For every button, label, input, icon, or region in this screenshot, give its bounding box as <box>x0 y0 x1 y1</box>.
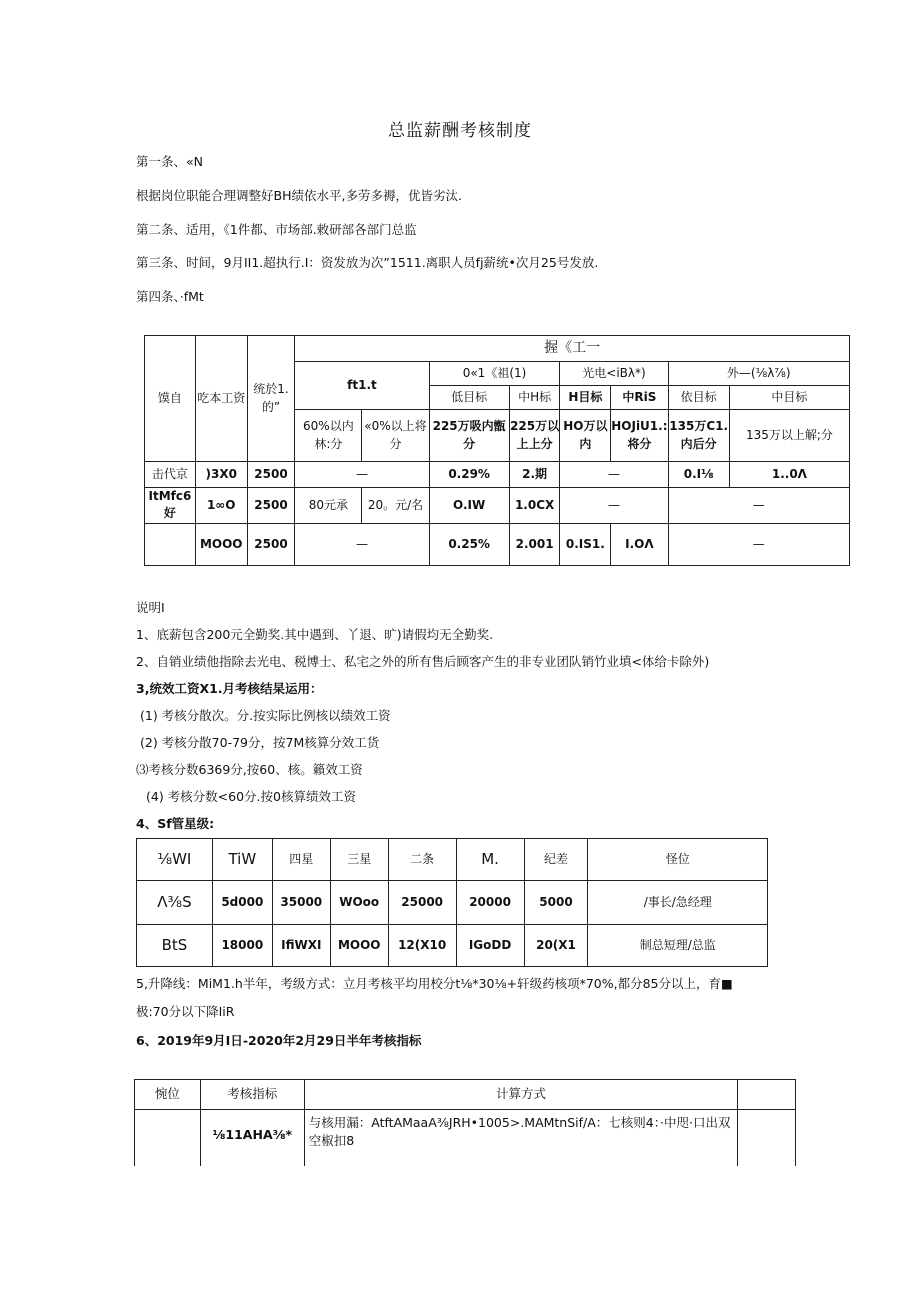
table-row <box>145 488 850 524</box>
cell: 25000 <box>388 881 456 925</box>
sub-5: HO万以内 <box>560 410 611 462</box>
cell-base: 1∞O <box>195 488 247 524</box>
note-2: 2、自销业绩他指除去光电、税博士、私宅之外的所有售后顾客产生的非专业团队销竹业填<体给卡除外) <box>136 654 710 669</box>
header-group4: 外—(⅛λ⅞) <box>668 362 849 386</box>
cell-c2: 0.29% <box>429 462 509 488</box>
header-low-target: 低目标 <box>429 386 509 410</box>
cell-c6: — <box>668 523 849 565</box>
note-3-4: (4) 考核分数<60分.按0核算绩效工资 <box>146 789 356 804</box>
cell-c6: — <box>668 488 849 524</box>
sub-3: 225万吸内甑分 <box>429 410 509 462</box>
cell: 20000 <box>456 881 524 925</box>
note-3: 3,统效工资X1.月考核结杲运用： <box>136 681 323 696</box>
article-1: 第一条、«N <box>136 154 203 169</box>
header-ris: 中RiS <box>611 386 668 410</box>
sub-4: 225万以上上分 <box>509 410 560 462</box>
cell-calc: 与核用漏：AtftAMaaA⅜JRH•1005>.MAMtnSif/A：七核则4：·中咫·口出双空椒扣8 <box>304 1110 737 1170</box>
cell: Λ⅜S <box>137 881 213 925</box>
header-commission-group: 握《工一 <box>295 336 850 362</box>
cell: 20(X1 <box>524 925 588 967</box>
cell-c4: 0.IS1. <box>560 523 611 565</box>
cell-perf: 2500 <box>247 462 295 488</box>
cell-base: MOOO <box>195 523 247 565</box>
cell: 制总短理/总监 <box>588 925 768 967</box>
header-cell: ⅛WI <box>137 839 213 881</box>
cell: 35000 <box>272 881 330 925</box>
note-1: 1、底薪包含200元全勤奖.其中遇到、丫退、旷)请假均无全勤奖. <box>136 627 494 642</box>
notes-heading: 说明I <box>136 600 165 615</box>
cell-perf: 2500 <box>247 488 295 524</box>
cell-name: 击代京 <box>145 462 196 488</box>
header-low-target-4: 依目标 <box>668 386 729 410</box>
cell-c3: 2.期 <box>509 462 560 488</box>
header-cell: 三星 <box>330 839 388 881</box>
cell-c4b: I.OΛ <box>611 523 668 565</box>
star-level-table <box>136 838 768 967</box>
header-cell: M. <box>456 839 524 881</box>
cell-c5: 0.I⅛ <box>668 462 729 488</box>
article-1-body: 根据岗位职能合理调整好BH绩依水平,多劳多褥，优皆劣汰. <box>136 188 462 203</box>
note-3-1: (1) 考核分散次。分.按实际比例核以绩效工资 <box>140 708 391 723</box>
header-group3: 光电<iBλ*) <box>560 362 668 386</box>
table-row <box>137 881 768 925</box>
cell: 5d000 <box>212 881 272 925</box>
cell: 18000 <box>212 925 272 967</box>
header-cell: 纪差 <box>524 839 588 881</box>
cell: BtS <box>137 925 213 967</box>
cell-indicator: ⅛11AHA⅜* <box>200 1110 304 1170</box>
page-bottom-margin <box>0 1166 920 1301</box>
table-row <box>145 462 850 488</box>
header-cell: 二条 <box>388 839 456 881</box>
header-cell: TiW <box>212 839 272 881</box>
cell <box>135 1110 201 1170</box>
note-5-cont: 极:70分以下降IiR <box>136 1004 235 1019</box>
article-3: 第三条、时间，9月II1.超执行.I：资发放为次”1511.离职人员fj薪统•次月25号发放. <box>136 255 599 270</box>
sub-6: HOJiU1.:将分 <box>611 410 668 462</box>
note-4: 4、Sf管星级: <box>136 816 215 831</box>
sub-7: 135万C1.内后分 <box>668 410 729 462</box>
cell: /事长/急经理 <box>588 881 768 925</box>
note-5: 5,升降线：MiM1.h半年，考级方式：立月考核平均用校分t⅛*30⅛+轩级药核项*70%,都分85分以上，育■ <box>136 976 733 991</box>
header-performance: 统於1.的” <box>247 336 295 462</box>
article-4: 第四条、·fMt <box>136 289 204 304</box>
note-6: 6、2019年9月I日-2020年2月29日半年考核指标 <box>136 1033 422 1048</box>
header-h-target: H目标 <box>560 386 611 410</box>
cell: IfiWXI <box>272 925 330 967</box>
article-2: 第二条、适用，《1件都、市场部.敕研部各部门总监 <box>136 222 417 237</box>
cell-c1: — <box>295 523 429 565</box>
cell-c6: 1..0Λ <box>729 462 849 488</box>
header-cell: 计算方式 <box>304 1080 737 1110</box>
cell-c3: 2.001 <box>509 523 560 565</box>
cell: MOOO <box>330 925 388 967</box>
header-ft: ft1.t <box>295 362 429 410</box>
sub-2: «0%以上将分 <box>362 410 429 462</box>
header-cell: 四星 <box>272 839 330 881</box>
cell-c2: 0.25% <box>429 523 509 565</box>
cell-c1: 80元承 <box>295 488 362 524</box>
header-cell <box>738 1080 796 1110</box>
header-cell: 惋位 <box>135 1080 201 1110</box>
cell-c3: 1.0CX <box>509 488 560 524</box>
cell-perf: 2500 <box>247 523 295 565</box>
cell <box>738 1110 796 1170</box>
table-row <box>137 925 768 967</box>
cell-c2: O.IW <box>429 488 509 524</box>
header-mid-target-4: 中目标 <box>729 386 849 410</box>
cell-name <box>145 523 196 565</box>
cell: 12(X10 <box>388 925 456 967</box>
table-row <box>135 1110 796 1170</box>
sub-8: 135万以上解;分 <box>729 410 849 462</box>
cell-name: ItMfc6好 <box>145 488 196 524</box>
header-base-salary: 吃本工资 <box>195 336 247 462</box>
cell-base: )3X0 <box>195 462 247 488</box>
cell-c4: — <box>560 462 668 488</box>
table-row <box>145 523 850 565</box>
cell-c4: — <box>560 488 668 524</box>
cell: IGoDD <box>456 925 524 967</box>
note-3-2: (2) 考核分散70-79分，按7M核算分效工货 <box>140 735 380 750</box>
cell: 5000 <box>524 881 588 925</box>
sub-1: 60%以内林:分 <box>295 410 362 462</box>
cell: WOoo <box>330 881 388 925</box>
assessment-table <box>134 1079 796 1170</box>
header-mid-target: 中H标 <box>509 386 560 410</box>
header-position: 馍自 <box>145 336 196 462</box>
note-3-3: ⑶考核分数6369分,按60、核。籟效工资 <box>136 762 363 777</box>
cell-c1b: 20。元/名 <box>362 488 429 524</box>
header-cell: 怪位 <box>588 839 768 881</box>
header-cell: 考核指标 <box>200 1080 304 1110</box>
salary-table <box>144 335 850 566</box>
page-title: 总监薪酬考核制度 <box>388 121 532 141</box>
header-group2: 0«1《祖(1) <box>429 362 560 386</box>
cell-c1: — <box>295 462 429 488</box>
